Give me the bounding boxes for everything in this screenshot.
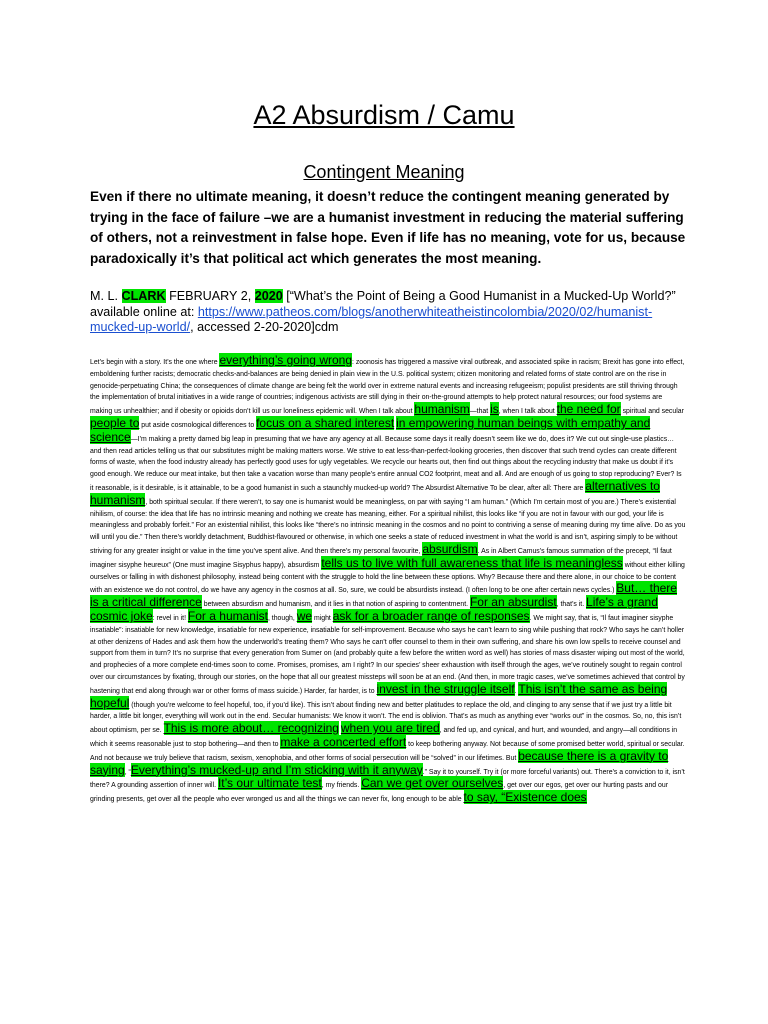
body-text-run: , though,: [267, 614, 297, 622]
highlighted-text: For a humanist: [187, 608, 268, 623]
section-subtitle: Contingent Meaning: [303, 162, 465, 182]
highlighted-text: people to: [90, 415, 140, 430]
highlighted-text: we: [296, 608, 313, 623]
body-text-run: .: [514, 687, 519, 695]
citation-link[interactable]: https://www.patheos.com/blogs/anotherwhiteatheistincolombia/2020/02/humanist-mucked-up-world/: [90, 304, 653, 334]
highlighted-text: when you are tired: [340, 721, 440, 736]
body-text-run: : revel in it!: [152, 614, 188, 622]
highlighted-text: Can we get over ourselves: [361, 776, 504, 791]
citation-year: 2020: [254, 289, 283, 303]
highlighted-text: This is more about… recognizing: [163, 721, 339, 736]
highlighted-text: everything’s going wrong: [219, 353, 352, 367]
body-text-run: (though you’re welcome to feel hopeful, too, if you’d like). This isn’t about finding new and better platitudes to replace the old, and clinging to any sense that if we just try a little bit harder, a little bit longer, everything will work out in the end. Secular humanists: We know it won’t. The end is oblivion. That’s as much as anything ever “works out” in the cosmos. So, no, this isn’t about optimism, per se.: [90, 701, 682, 735]
highlighted-text: is: [490, 402, 499, 417]
body-text-run: , get over our egos, get over our hurting pasts and our grinding presents, get over all the people who ever wronged us and all the things we can never fix, long enough to be able: [90, 782, 669, 804]
body-text-run: —I’m making a pretty darned big leap in presuming that we have any agency at all. Because some days it really doesn’t seem like we do, does it? We cut out single-use plastics… and then read articles telling us that our substitutes might be making matters worse. We strive to eat less-than-perfect-looking groceries, then discover that such trend cycles can create different forms of waste, when the food industry already has perfectly good uses for ugly vegetables. We recycle our hearts out, then find out things about the recycling industry that make us doubt if it’s good enough. We reduce our meat intake, but then take a vacation worse than many people’s entire annual CO2 footprint, meat and all. And are enough of us going to stop reproducing? Ever? Is it reasonable, is it desirable, is it attainable, to be a good humanist in such a staunchly mucked-up world? The Absurdist Alternative To be clear, after all: There are: [90, 435, 682, 492]
citation-accessed: , accessed 2-20-2020]cdm: [190, 320, 339, 334]
body-text-run: without either killing ourselves or falling in with dishonest philosophy, instead being content with the struggle to hold the line between these options. Why? Because there and there alone, in our choice to be content with an existence we do not control, do we have any agency in the cosmos at all. So, sure, we could be absurdists instead. (I often long to be one after certain news cycles.): [90, 561, 685, 595]
body-text-run: Let’s begin with a story. It’s the one where: [90, 359, 220, 366]
body-text-run: , “: [124, 768, 131, 776]
highlighted-text: humanism: [414, 402, 470, 417]
highlighted-text: Life’s a grand cosmic joke: [90, 595, 658, 623]
tagline-summary: Even if there no ultimate meaning, it doesn’t reduce the contingent meaning generated by trying in the face of failure –we are a humanist investment in reducing the material suffering of others, not a reinvestment in false hope. Even if life has no meaning, vote for us, because paradoxically it’s that political act which generates the most meaning.: [90, 189, 686, 266]
body-text-run: might: [312, 614, 333, 622]
highlighted-text: It’s our ultimate test: [217, 776, 322, 791]
article-body: [90, 355, 686, 806]
highlighted-text: in empowering human beings with empathy and science: [90, 415, 651, 444]
citation-author-last: CLARK: [121, 289, 166, 303]
highlighted-text: make a concerted effort: [280, 734, 407, 749]
body-text-run: put aside cosmological differences to: [139, 421, 257, 429]
body-text-run: —that: [469, 408, 491, 416]
highlighted-text: This isn’t the same as being hopeful: [90, 681, 668, 710]
document-title: A2 Absurdism / Camu: [253, 100, 515, 130]
citation-date: FEBRUARY 2,: [165, 289, 255, 303]
highlighted-text: the need for: [556, 402, 621, 417]
body-text-run: . As in Albert Camus’s famous summation of the precept, “Il faut imaginer sisyphe heureux” (One must imagine Sisyphus happy), absurdism: [90, 547, 672, 569]
body-text-run: : zoonosis has triggered a massive viral outbreak, and associated spike in racism; Brexit has gone into effect, emboldening further racists; democratic checks-and-balances are being denied in plain view in the U.S. political system; citizen monitoring and related forms of state control are on the rise in genocide-perpetuating China; the consequences of climate change are being felt the world over in extreme natural events and increasing refugeeism; populist presidents are still thriving through the implementation of brutal initiatives in a wide range of countries; indigenous activists are still dying in their on-the-ground attempts to help protect natural resources; our food systems are making us unhealthier; and if obesity or opioids don’t kill us our loneliness epidemic will. When I talk about: [90, 359, 685, 416]
body-text-run: .” Say it to yourself. Try it (or more forceful variants) out. There’s a conviction to it, isn’t there? A grounding assertion of inner will.: [90, 768, 685, 790]
citation: [90, 289, 690, 336]
body-text-run: , when I talk about: [498, 408, 557, 416]
highlighted-text: invest in the struggle itself: [376, 681, 515, 696]
highlighted-text: to say, “Existence does: [463, 790, 587, 805]
highlighted-text: focus on a shared interest: [256, 415, 395, 430]
highlighted-text: But… there is a critical difference: [90, 581, 677, 610]
highlighted-text: because there is a gravity to saying: [90, 748, 669, 777]
body-text-run: , both spiritual secular. If there weren’t, to say one is humanist would be meaningless, on par with saying “I am human.” (Which I’m certain most of you are.) There’s existential nihilism, of course: the idea that life has no intrinsic meaning and nothing we create has meaning, either. For a spiritual nihilist, this looks like “if you are not in favour with our god, your life is meaningless and probably forfeit.” For an existential nihilist, this looks like “there’s no intrinsic meaning in the cosmos and no point to contriving a sense of meaning during my time alive. Do as you will until you die.” Then there’s worldly detachment, Buddhist-flavoured or otherwise, in which one seeks a state of reduced investment in what the world is and isn’t, aspiring simply to be without striving for any greater insight or value in the time you’ve spent alive. And then there’s my personal favourite,: [90, 498, 686, 555]
highlighted-text: alternatives to humanism: [90, 478, 660, 507]
highlighted-text: tells us to live with full awareness that life is meaningless: [321, 555, 623, 570]
body-text-run: . We might say, that is, “Il faut imaginer sisyphe insatiable”: insatiable for new knowledge, insatiable for new experience, insatiable for self-improvement. Because who says he can’t learn to sing while pushing that rock? Who says he can’t holler at other denizens of Hades and ask them how the underworld’s treating them? Who says he can’t offer counsel to them in their own suffering, and share his own low spells to receive counsel and support from them in turn? It’s no surprise that every generation from Sumer on (and probably quite a few before the written word as well) has stories of mass disaster wiping out most of the world, and prophecies of a more complete end-times soon to come. Promises, promises, am I right? In our species’ sheer exhaustion with itself through the ages, we’ve routinely sought to regain control over our circumstances by fixating, through our stories, on the hope that all our greatest missteps will soon be at an end. (And then, in more tragic cases, we’ve sometimes achieved that control by hastening that end along through war or other forms of mass suicide.) Harder, far harder, is to: [90, 614, 685, 695]
citation-author-prefix: M. L.: [90, 289, 122, 303]
citation-title: [“What’s the Point of Being a Good Humanist in a Mucked-Up World?” available online at:: [90, 289, 676, 319]
body-text-run: , my friends.: [321, 782, 362, 790]
highlighted-text: absurdism: [422, 541, 478, 556]
body-text-run: between absurdism and humanism, and it lies in that notion of aspiring to contentment.: [201, 601, 470, 609]
body-text-run: , and fed up, and cynical, and hurt, and wounded, and angry—all conditions in which it seems reasonable just to stop bothering—and then to: [90, 727, 678, 748]
body-text-run: spiritual and secular: [620, 408, 684, 416]
highlighted-text: ask for a broader range of responses: [332, 608, 530, 623]
highlighted-text: For an absurdist: [469, 595, 557, 610]
body-text-run: , that’s it.: [556, 601, 587, 609]
highlighted-text: Everything’s mucked-up and I’m sticking with it anyway: [130, 762, 423, 777]
body-text-run: to keep bothering anyway. Not because of some promised better world, spiritual or secular. And not because we truly believe that racism, sexism, xenophobia, and other forms of social persecution will be “solved” in our lifetimes. But: [90, 740, 685, 762]
